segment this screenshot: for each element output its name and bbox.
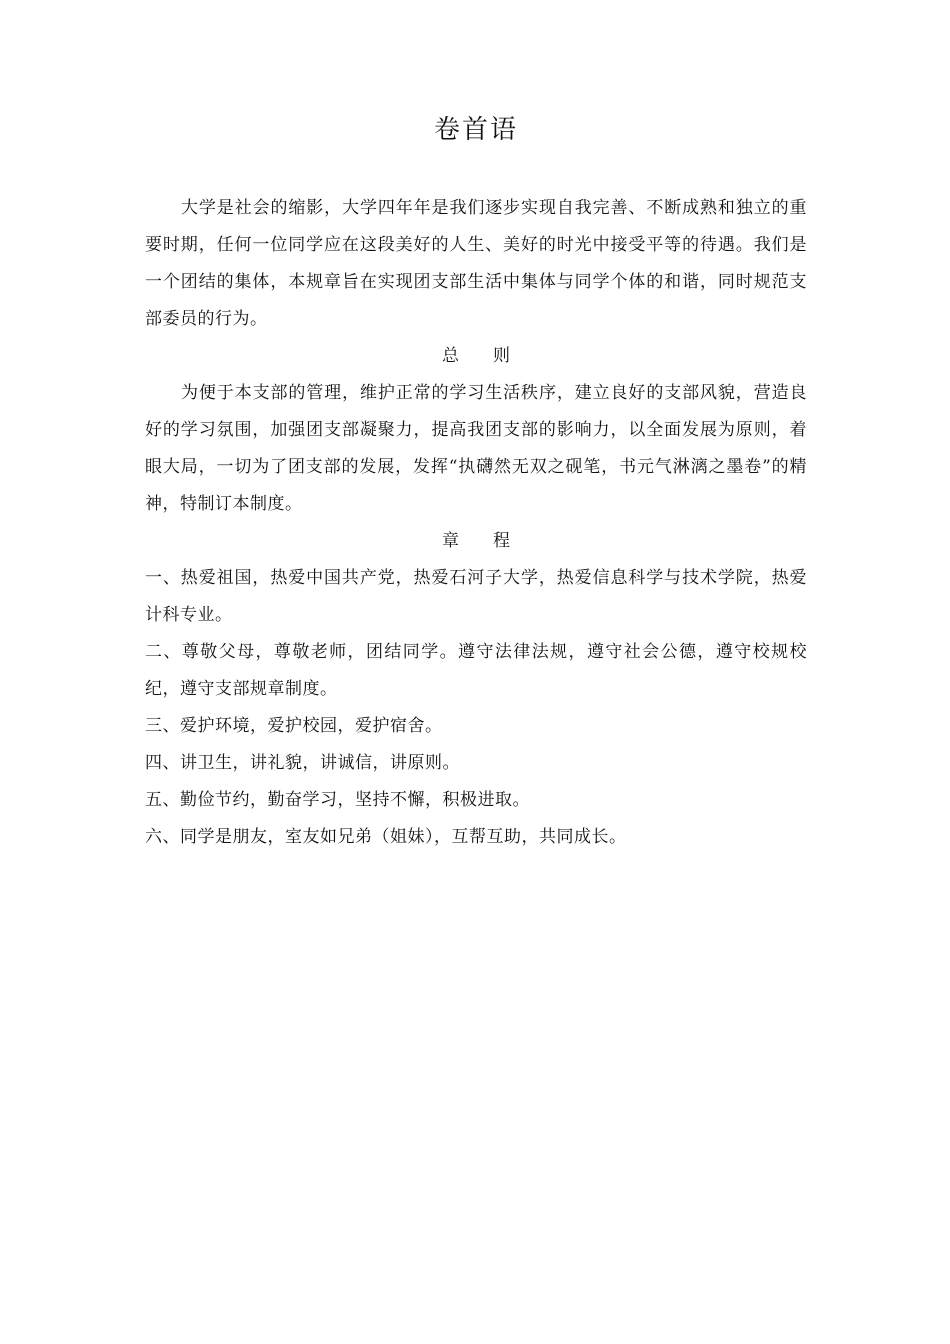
- general-heading-char-2: 则: [493, 346, 510, 366]
- charter-item-1: 一、热爱祖国，热爱中国共产党，热爱石河子大学，热爱信息科学与技术学院，热爱计科专业。: [145, 568, 807, 625]
- charter-heading-char-1: 章: [442, 531, 459, 551]
- general-heading-char-1: 总: [442, 346, 459, 366]
- document-body: [145, 190, 807, 856]
- general-heading: [145, 338, 807, 375]
- charter-item-2: 二、尊敬父母，尊敬老师，团结同学。遵守法律法规，遵守社会公德，遵守校规校纪，遵守支部规章制度。: [145, 642, 807, 699]
- charter-item-3: 三、爱护环境，爱护校园，爱护宿舍。: [145, 716, 443, 736]
- charter-heading: [145, 523, 807, 560]
- preface-paragraph: 大学是社会的缩影，大学四年年是我们逐步实现自我完善、不断成熟和独立的重要时期，任何一位同学应在这段美好的人生、美好的时光中接受平等的待遇。我们是一个团结的集体，本规章旨在实现团支部生活中集体与同学个体的和谐，同时规范支部委员的行为。: [145, 198, 807, 329]
- general-paragraph: 为便于本支部的管理，维护正常的学习生活秩序，建立良好的支部风貌，营造良好的学习氛围，加强团支部凝聚力，提高我团支部的影响力，以全面发展为原则，着眼大局，一切为了团支部的发展，发挥“执礴然无双之砚笔，书元气淋漓之墨卷”的精神，特制订本制度。: [145, 383, 807, 514]
- charter-heading-char-2: 程: [493, 531, 510, 551]
- charter-item-4: 四、讲卫生，讲礼貌，讲诚信，讲原则。: [145, 753, 460, 773]
- document-title: 卷首语: [433, 115, 518, 145]
- charter-item-5: 五、勤俭节约，勤奋学习，坚持不懈，积极进取。: [145, 790, 530, 810]
- charter-item-6: 六、同学是朋友，室友如兄弟（姐妹），互帮互助，共同成长。: [145, 827, 627, 847]
